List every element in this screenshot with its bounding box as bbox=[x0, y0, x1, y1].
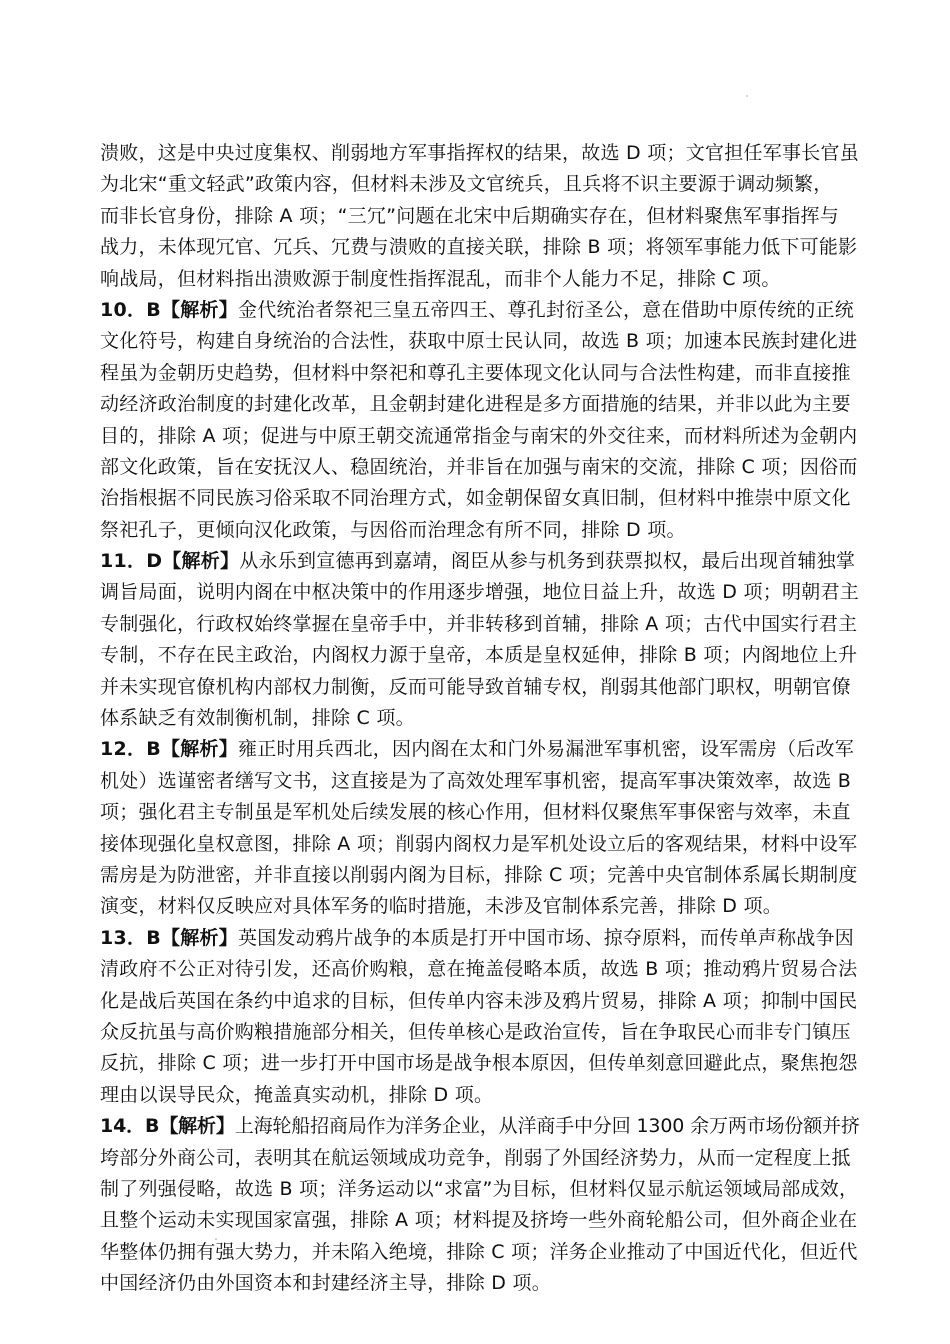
text-line bbox=[100, 169, 860, 200]
analysis-tag: 【解析】 bbox=[162, 550, 240, 573]
question-number: 14．B bbox=[100, 1115, 160, 1138]
line-text: 而非长官身份，排除 A 项；“三冗”问题在北宋中后期确实存在，但材料聚焦军事指挥与 bbox=[100, 204, 840, 227]
analysis-tag: 【解析】 bbox=[159, 1115, 235, 1138]
scan-speck bbox=[746, 95, 748, 97]
text-line bbox=[100, 515, 860, 546]
text-line bbox=[100, 734, 860, 765]
text-line bbox=[100, 1017, 860, 1048]
line-text: 部文化政策，旨在安抚汉人、稳固统治，并非旨在加强与南宋的交流，排除 C 项；因俗而 bbox=[100, 455, 858, 478]
analysis-tag: 【解析】 bbox=[160, 926, 238, 949]
text-line bbox=[100, 264, 860, 295]
line-text: 文化符号，构建自身统治的合法性，获取中原士民认同，故选 B 项；加速本民族封建化进 bbox=[100, 330, 858, 353]
text-line bbox=[100, 672, 860, 703]
text-line bbox=[100, 891, 860, 922]
line-text: 治指根据不同民族习俗采取不同治理方式，如金朝保留女真旧制，但材料中推崇中原文化 bbox=[100, 487, 851, 510]
text-line bbox=[100, 201, 860, 232]
line-text: 机处）选谨密者缮写文书，这直接是为了高效处理军事机密，提高军事决策效率，故选 B bbox=[100, 769, 852, 792]
text-line bbox=[100, 766, 860, 797]
line-text: 众反抗虽与高价购粮措施部分相关，但传单核心是政治宣传，旨在争取民心而非专门镇压 bbox=[100, 1020, 851, 1043]
line-text: 动经济政治制度的封建化改革，且金朝封建化进程是多方面措施的结果，并非以此为主要 bbox=[100, 393, 851, 416]
line-text: 英国发动鸦片战争的本质是打开中国市场、掠夺原料，而传单声称战争因 bbox=[237, 926, 854, 949]
line-text: 制了列强侵略，故选 B 项；洋务运动以“求富”为目标，但材料仅显示航运领域局部成效， bbox=[100, 1177, 859, 1200]
line-text: 程虽为金朝历史趋势，但材料中祭祀和尊孔主要体现文化认同与合法性构建，而非直接推 bbox=[100, 361, 851, 384]
line-text: 反抗，排除 C 项；进一步打开中国市场是战争根本原因，但传单刻意回避此点，聚焦抱怨 bbox=[100, 1052, 858, 1075]
text-line bbox=[100, 1268, 860, 1299]
text-line bbox=[100, 326, 860, 357]
line-text: 战力，未体现冗官、冗兵、冗费与溃败的直接关联，排除 B 项；将领军事能力低下可能影 bbox=[100, 236, 858, 259]
line-text: 化是战后英国在条约中追求的目标，但传单内容未涉及鸦片贸易，排除 A 项；抑制中国民 bbox=[100, 989, 858, 1012]
text-line bbox=[100, 1143, 860, 1174]
text-line bbox=[100, 389, 860, 420]
line-text: 且整个运动未实现国家富强，排除 A 项；材料提及挤垮一些外商轮船公司，但外商企业在 bbox=[100, 1209, 858, 1232]
line-text: 演变，材料仅反映应对具体军务的临时措施，未涉及官制体系完善，排除 D 项。 bbox=[100, 895, 782, 918]
text-line bbox=[100, 703, 860, 734]
line-text: 祭祀孔子，更倾向汉化政策，与因俗而治理念有所不同，排除 D 项。 bbox=[100, 518, 686, 541]
line-text: 金代统治者祭祀三皇五帝四王、尊孔封衍圣公，意在借助中原传统的正统 bbox=[237, 298, 854, 321]
text-line bbox=[100, 232, 860, 263]
text-line bbox=[100, 483, 860, 514]
line-text: 目的，排除 A 项；促进与中原王朝交流通常指金与南宋的外交往来，而材料所述为金朝内 bbox=[100, 424, 858, 447]
question-number: 13．B bbox=[100, 926, 161, 949]
line-text: 上海轮船招商局作为洋务企业，从洋商手中分回 1300 余万两市场份额并挤 bbox=[234, 1115, 860, 1138]
line-text: 为北宋“重文轻武”政策内容，但材料未涉及文官统兵，且兵将不识主要源于调动频繁， bbox=[100, 173, 833, 196]
text-line bbox=[100, 1205, 860, 1236]
text-line bbox=[100, 797, 860, 828]
line-text: 体系缺乏有效制衡机制，排除 C 项。 bbox=[100, 707, 415, 730]
line-text: 并未实现官僚机构内部权力制衡，反而可能导致首辅专权，削弱其他部门职权，明朝官僚 bbox=[100, 675, 851, 698]
text-line bbox=[100, 138, 860, 169]
line-text: 华整体仍拥有强大势力，并未陷入绝境，排除 C 项；洋务企业推动了中国近代化，但近代 bbox=[100, 1240, 858, 1263]
text-line bbox=[100, 358, 860, 389]
line-text: 专制强化，行政权始终掌握在皇帝手中，并非转移到首辅，排除 A 项；古代中国实行君主 bbox=[100, 612, 858, 635]
answer-explanation-text bbox=[100, 138, 860, 1299]
text-line bbox=[100, 1048, 860, 1079]
text-line bbox=[100, 452, 860, 483]
question-number: 11．D bbox=[100, 550, 163, 573]
line-text: 需房是为防泄密，并非直接以削弱内阁为目标，排除 C 项；完善中央官制体系属长期制度 bbox=[100, 863, 858, 886]
text-line bbox=[100, 829, 860, 860]
text-line bbox=[100, 954, 860, 985]
analysis-tag: 【解析】 bbox=[160, 738, 238, 761]
text-line bbox=[100, 1080, 860, 1111]
text-line bbox=[100, 295, 860, 326]
text-line bbox=[100, 609, 860, 640]
analysis-tag: 【解析】 bbox=[160, 298, 238, 321]
text-line bbox=[100, 640, 860, 671]
line-text: 中国经济仍由外国资本和封建经济主导，排除 D 项。 bbox=[100, 1272, 551, 1295]
text-line bbox=[100, 1111, 860, 1142]
text-line bbox=[100, 986, 860, 1017]
text-line bbox=[100, 860, 860, 891]
line-text: 调旨局面，说明内阁在中枢决策中的作用逐步增强，地位日益上升，故选 D 项；明朝君主 bbox=[100, 581, 859, 604]
question-number: 10．B bbox=[100, 298, 161, 321]
question-number: 12．B bbox=[100, 738, 161, 761]
text-line bbox=[100, 1174, 860, 1205]
line-text: 响战局，但材料指出溃败源于制度性指挥混乱，而非个人能力不足，排除 C 项。 bbox=[100, 267, 781, 290]
line-text: 清政府不公正对待引发，还高价购粮，意在掩盖侵略本质，故选 B 项；推动鸦片贸易合法 bbox=[100, 958, 858, 981]
line-text: 溃败，这是中央过度集权、削弱地方军事指挥权的结果，故选 D 项；文官担任军事长官虽 bbox=[100, 142, 859, 164]
line-text: 接体现强化皇权意图，排除 A 项；削弱内阁权力是军机处设立后的客观结果，材料中设军 bbox=[100, 832, 858, 855]
line-text: 从永乐到宣德再到嘉靖，阁臣从参与机务到获票拟权，最后出现首辅独掌 bbox=[239, 550, 856, 573]
line-text: 雍正时用兵西北，因内阁在太和门外易漏泄军事机密，设军需房（后改军 bbox=[237, 738, 854, 761]
text-line bbox=[100, 577, 860, 608]
line-text: 项；强化君主专制虽是军机处后续发展的核心作用，但材料仅聚焦军事保密与效率，未直 bbox=[100, 801, 851, 824]
text-line bbox=[100, 923, 860, 954]
line-text: 垮部分外商公司，表明其在航运领域成功竞争，削弱了外国经济势力，从而一定程度上抵 bbox=[100, 1146, 851, 1169]
text-line bbox=[100, 1237, 860, 1268]
text-line bbox=[100, 421, 860, 452]
line-text: 专制，不存在民主政治，内阁权力源于皇帝，本质是皇权延伸，排除 B 项；内阁地位上升 bbox=[100, 644, 858, 667]
text-line bbox=[100, 546, 860, 577]
line-text: 理由以误导民众，掩盖真实动机，排除 D 项。 bbox=[100, 1083, 494, 1106]
